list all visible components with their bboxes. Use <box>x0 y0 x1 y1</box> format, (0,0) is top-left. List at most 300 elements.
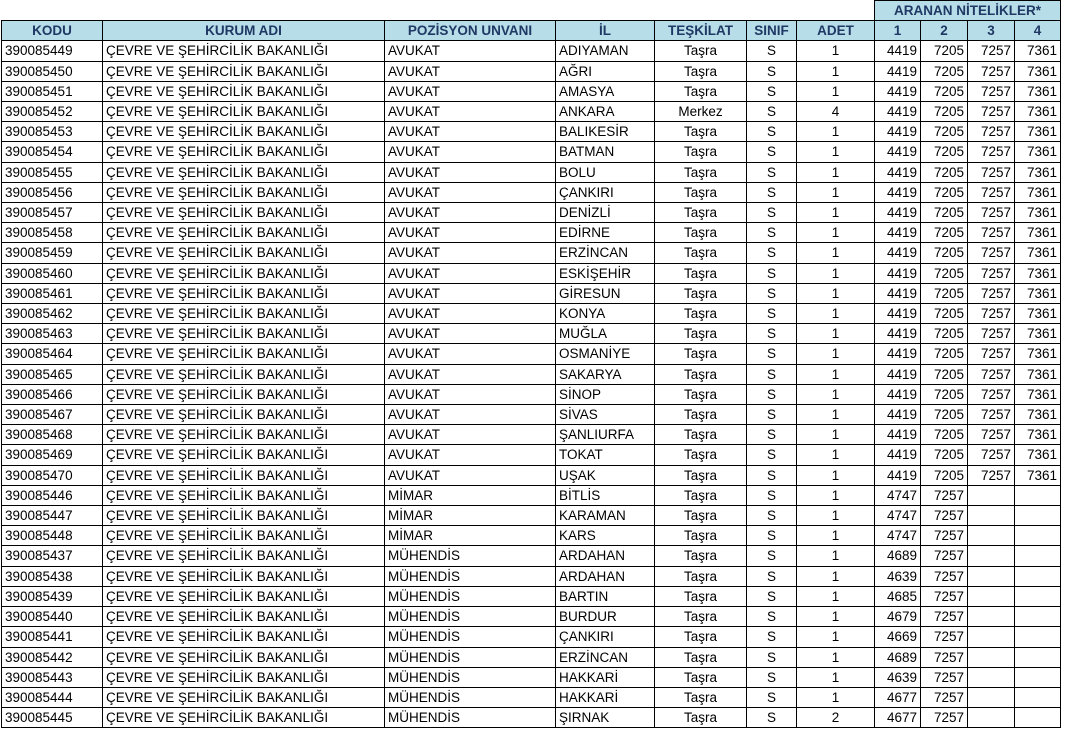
cell-nitelik-2: 7257 <box>921 647 968 667</box>
cell-nitelik-3: 7257 <box>968 364 1015 384</box>
cell-kodu: 390085449 <box>2 41 103 61</box>
cell-sinif: S <box>747 647 797 667</box>
cell-nitelik-3: 7257 <box>968 203 1015 223</box>
cell-kurum-adi: ÇEVRE VE ŞEHİRCİLİK BAKANLIĞI <box>103 182 385 202</box>
cell-pozisyon-unvani: AVUKAT <box>385 41 556 61</box>
cell-kodu: 390085443 <box>2 667 103 687</box>
cell-sinif: S <box>747 485 797 505</box>
cell-kurum-adi: ÇEVRE VE ŞEHİRCİLİK BAKANLIĞI <box>103 304 385 324</box>
cell-nitelik-4: 7361 <box>1015 283 1061 303</box>
table-row <box>2 344 1061 364</box>
aranan-nitelikler-header: ARANAN NİTELİKLER* <box>875 1 1061 21</box>
cell-pozisyon-unvani: MÜHENDİS <box>385 546 556 566</box>
cell-nitelik-1: 4419 <box>875 283 921 303</box>
cell-kodu: 390085444 <box>2 687 103 707</box>
cell-nitelik-2: 7205 <box>921 324 968 344</box>
cell-kurum-adi: ÇEVRE VE ŞEHİRCİLİK BAKANLIĞI <box>103 546 385 566</box>
col-header-nitelik-4: 4 <box>1015 21 1061 41</box>
cell-teskilat: Taşra <box>655 445 747 465</box>
cell-teskilat: Taşra <box>655 465 747 485</box>
table-row <box>2 102 1061 122</box>
cell-nitelik-4: 7361 <box>1015 384 1061 404</box>
cell-sinif: S <box>747 526 797 546</box>
table-row <box>2 465 1061 485</box>
cell-nitelik-2: 7205 <box>921 344 968 364</box>
cell-il: OSMANİYE <box>556 344 655 364</box>
cell-pozisyon-unvani: AVUKAT <box>385 142 556 162</box>
cell-pozisyon-unvani: AVUKAT <box>385 162 556 182</box>
table-row <box>2 687 1061 707</box>
cell-kodu: 390085464 <box>2 344 103 364</box>
cell-nitelik-3: 7257 <box>968 384 1015 404</box>
cell-nitelik-4: 7361 <box>1015 182 1061 202</box>
table-body <box>2 41 1061 728</box>
cell-nitelik-1: 4747 <box>875 485 921 505</box>
cell-nitelik-1: 4419 <box>875 223 921 243</box>
cell-nitelik-4 <box>1015 607 1061 627</box>
cell-sinif: S <box>747 384 797 404</box>
cell-sinif: S <box>747 122 797 142</box>
cell-kurum-adi: ÇEVRE VE ŞEHİRCİLİK BAKANLIĞI <box>103 263 385 283</box>
cell-nitelik-2: 7257 <box>921 485 968 505</box>
cell-pozisyon-unvani: MÜHENDİS <box>385 566 556 586</box>
cell-nitelik-2: 7205 <box>921 445 968 465</box>
table-row <box>2 263 1061 283</box>
cell-kodu: 390085452 <box>2 102 103 122</box>
cell-adet: 2 <box>797 708 875 728</box>
col-header-pozisyon-unvani: POZİSYON UNVANI <box>385 21 556 41</box>
cell-sinif: S <box>747 223 797 243</box>
cell-pozisyon-unvani: AVUKAT <box>385 344 556 364</box>
cell-pozisyon-unvani: AVUKAT <box>385 405 556 425</box>
cell-adet: 1 <box>797 425 875 445</box>
cell-nitelik-1: 4419 <box>875 445 921 465</box>
cell-teskilat: Taşra <box>655 627 747 647</box>
col-header-nitelik-2: 2 <box>921 21 968 41</box>
col-header-kodu: KODU <box>2 21 103 41</box>
cell-kurum-adi: ÇEVRE VE ŞEHİRCİLİK BAKANLIĞI <box>103 687 385 707</box>
cell-nitelik-2: 7205 <box>921 465 968 485</box>
cell-il: UŞAK <box>556 465 655 485</box>
cell-nitelik-2: 7257 <box>921 667 968 687</box>
cell-il: ARDAHAN <box>556 566 655 586</box>
cell-nitelik-1: 4639 <box>875 566 921 586</box>
cell-teskilat: Taşra <box>655 263 747 283</box>
cell-nitelik-4 <box>1015 485 1061 505</box>
cell-kodu: 390085447 <box>2 506 103 526</box>
cell-pozisyon-unvani: MÜHENDİS <box>385 586 556 606</box>
cell-nitelik-3: 7257 <box>968 122 1015 142</box>
cell-kodu: 390085445 <box>2 708 103 728</box>
cell-il: TOKAT <box>556 445 655 465</box>
cell-adet: 1 <box>797 566 875 586</box>
cell-kodu: 390085466 <box>2 384 103 404</box>
cell-nitelik-3 <box>968 485 1015 505</box>
cell-nitelik-3 <box>968 526 1015 546</box>
cell-nitelik-1: 4689 <box>875 546 921 566</box>
cell-pozisyon-unvani: MİMAR <box>385 506 556 526</box>
cell-nitelik-4: 7361 <box>1015 445 1061 465</box>
cell-adet: 1 <box>797 344 875 364</box>
cell-il: HAKKARİ <box>556 667 655 687</box>
cell-nitelik-1: 4419 <box>875 384 921 404</box>
table-row <box>2 425 1061 445</box>
cell-kurum-adi: ÇEVRE VE ŞEHİRCİLİK BAKANLIĞI <box>103 465 385 485</box>
cell-teskilat: Taşra <box>655 667 747 687</box>
cell-kodu: 390085458 <box>2 223 103 243</box>
cell-sinif: S <box>747 465 797 485</box>
cell-pozisyon-unvani: AVUKAT <box>385 304 556 324</box>
cell-adet: 1 <box>797 586 875 606</box>
cell-nitelik-1: 4419 <box>875 81 921 101</box>
cell-il: ERZİNCAN <box>556 647 655 667</box>
cell-nitelik-2: 7205 <box>921 41 968 61</box>
cell-nitelik-4: 7361 <box>1015 41 1061 61</box>
cell-kurum-adi: ÇEVRE VE ŞEHİRCİLİK BAKANLIĞI <box>103 344 385 364</box>
cell-nitelik-2: 7257 <box>921 546 968 566</box>
cell-nitelik-3: 7257 <box>968 425 1015 445</box>
cell-pozisyon-unvani: AVUKAT <box>385 324 556 344</box>
cell-kodu: 390085469 <box>2 445 103 465</box>
cell-kurum-adi: ÇEVRE VE ŞEHİRCİLİK BAKANLIĞI <box>103 243 385 263</box>
cell-sinif: S <box>747 546 797 566</box>
cell-nitelik-1: 4677 <box>875 687 921 707</box>
cell-sinif: S <box>747 203 797 223</box>
cell-kurum-adi: ÇEVRE VE ŞEHİRCİLİK BAKANLIĞI <box>103 667 385 687</box>
cell-sinif: S <box>747 405 797 425</box>
cell-il: ARDAHAN <box>556 546 655 566</box>
cell-il: KONYA <box>556 304 655 324</box>
group-header-row <box>2 1 1061 21</box>
cell-nitelik-4: 7361 <box>1015 324 1061 344</box>
table-row <box>2 162 1061 182</box>
table-row <box>2 364 1061 384</box>
cell-kurum-adi: ÇEVRE VE ŞEHİRCİLİK BAKANLIĞI <box>103 283 385 303</box>
cell-il: ANKARA <box>556 102 655 122</box>
cell-nitelik-1: 4419 <box>875 364 921 384</box>
cell-adet: 1 <box>797 203 875 223</box>
cell-nitelik-2: 7205 <box>921 203 968 223</box>
cell-nitelik-3: 7257 <box>968 344 1015 364</box>
cell-nitelik-3: 7257 <box>968 283 1015 303</box>
cell-il: AĞRI <box>556 61 655 81</box>
cell-teskilat: Taşra <box>655 324 747 344</box>
cell-teskilat: Taşra <box>655 344 747 364</box>
table-row <box>2 506 1061 526</box>
cell-kurum-adi: ÇEVRE VE ŞEHİRCİLİK BAKANLIĞI <box>103 485 385 505</box>
table-row <box>2 647 1061 667</box>
cell-nitelik-4: 7361 <box>1015 405 1061 425</box>
cell-kodu: 390085446 <box>2 485 103 505</box>
cell-nitelik-2: 7257 <box>921 526 968 546</box>
cell-nitelik-1: 4419 <box>875 203 921 223</box>
cell-teskilat: Taşra <box>655 122 747 142</box>
cell-adet: 1 <box>797 364 875 384</box>
cell-teskilat: Taşra <box>655 223 747 243</box>
cell-pozisyon-unvani: AVUKAT <box>385 81 556 101</box>
cell-nitelik-1: 4419 <box>875 182 921 202</box>
cell-nitelik-2: 7205 <box>921 304 968 324</box>
cell-nitelik-3: 7257 <box>968 142 1015 162</box>
cell-il: ADIYAMAN <box>556 41 655 61</box>
cell-adet: 1 <box>797 485 875 505</box>
cell-nitelik-3: 7257 <box>968 445 1015 465</box>
cell-kurum-adi: ÇEVRE VE ŞEHİRCİLİK BAKANLIĞI <box>103 122 385 142</box>
cell-teskilat: Taşra <box>655 304 747 324</box>
col-header-nitelik-3: 3 <box>968 21 1015 41</box>
cell-pozisyon-unvani: MİMAR <box>385 485 556 505</box>
table-row <box>2 566 1061 586</box>
cell-kurum-adi: ÇEVRE VE ŞEHİRCİLİK BAKANLIĞI <box>103 364 385 384</box>
table-row <box>2 61 1061 81</box>
table-row <box>2 384 1061 404</box>
table-row <box>2 405 1061 425</box>
cell-kurum-adi: ÇEVRE VE ŞEHİRCİLİK BAKANLIĞI <box>103 708 385 728</box>
cell-teskilat: Taşra <box>655 687 747 707</box>
cell-teskilat: Taşra <box>655 506 747 526</box>
table-row <box>2 324 1061 344</box>
cell-nitelik-4: 7361 <box>1015 61 1061 81</box>
cell-nitelik-1: 4419 <box>875 304 921 324</box>
cell-il: ESKİŞEHİR <box>556 263 655 283</box>
cell-nitelik-4: 7361 <box>1015 223 1061 243</box>
cell-nitelik-2: 7205 <box>921 81 968 101</box>
cell-nitelik-4: 7361 <box>1015 102 1061 122</box>
cell-nitelik-1: 4419 <box>875 162 921 182</box>
cell-adet: 1 <box>797 81 875 101</box>
cell-il: ÇANKIRI <box>556 627 655 647</box>
cell-teskilat: Taşra <box>655 405 747 425</box>
table-row <box>2 81 1061 101</box>
cell-pozisyon-unvani: AVUKAT <box>385 243 556 263</box>
cell-kurum-adi: ÇEVRE VE ŞEHİRCİLİK BAKANLIĞI <box>103 223 385 243</box>
cell-nitelik-4: 7361 <box>1015 425 1061 445</box>
cell-nitelik-1: 4419 <box>875 263 921 283</box>
cell-nitelik-3: 7257 <box>968 61 1015 81</box>
cell-adet: 1 <box>797 243 875 263</box>
col-header-teskilat: TEŞKİLAT <box>655 21 747 41</box>
table-row <box>2 667 1061 687</box>
cell-kodu: 390085463 <box>2 324 103 344</box>
cell-adet: 1 <box>797 304 875 324</box>
cell-sinif: S <box>747 304 797 324</box>
cell-il: BATMAN <box>556 142 655 162</box>
cell-kodu: 390085468 <box>2 425 103 445</box>
cell-nitelik-1: 4677 <box>875 708 921 728</box>
cell-pozisyon-unvani: MÜHENDİS <box>385 708 556 728</box>
cell-nitelik-4: 7361 <box>1015 243 1061 263</box>
cell-sinif: S <box>747 566 797 586</box>
col-header-kurum-adi: KURUM ADI <box>103 21 385 41</box>
cell-nitelik-1: 4669 <box>875 627 921 647</box>
cell-pozisyon-unvani: AVUKAT <box>385 122 556 142</box>
cell-kodu: 390085451 <box>2 81 103 101</box>
cell-nitelik-4: 7361 <box>1015 122 1061 142</box>
cell-nitelik-2: 7205 <box>921 364 968 384</box>
cell-kodu: 390085465 <box>2 364 103 384</box>
cell-sinif: S <box>747 445 797 465</box>
cell-il: GİRESUN <box>556 283 655 303</box>
cell-nitelik-2: 7257 <box>921 607 968 627</box>
cell-nitelik-4: 7361 <box>1015 304 1061 324</box>
cell-sinif: S <box>747 81 797 101</box>
cell-kodu: 390085440 <box>2 607 103 627</box>
cell-adet: 1 <box>797 667 875 687</box>
col-header-il: İL <box>556 21 655 41</box>
cell-nitelik-4: 7361 <box>1015 203 1061 223</box>
cell-nitelik-4 <box>1015 708 1061 728</box>
cell-adet: 1 <box>797 647 875 667</box>
cell-teskilat: Taşra <box>655 203 747 223</box>
cell-adet: 4 <box>797 102 875 122</box>
cell-adet: 1 <box>797 122 875 142</box>
cell-teskilat: Taşra <box>655 647 747 667</box>
cell-nitelik-1: 4419 <box>875 41 921 61</box>
cell-kurum-adi: ÇEVRE VE ŞEHİRCİLİK BAKANLIĞI <box>103 384 385 404</box>
cell-sinif: S <box>747 667 797 687</box>
cell-nitelik-2: 7205 <box>921 263 968 283</box>
cell-nitelik-1: 4639 <box>875 667 921 687</box>
cell-kodu: 390085453 <box>2 122 103 142</box>
cell-teskilat: Taşra <box>655 607 747 627</box>
cell-nitelik-2: 7205 <box>921 223 968 243</box>
cell-nitelik-4: 7361 <box>1015 81 1061 101</box>
cell-kurum-adi: ÇEVRE VE ŞEHİRCİLİK BAKANLIĞI <box>103 586 385 606</box>
table-row <box>2 586 1061 606</box>
cell-teskilat: Taşra <box>655 283 747 303</box>
cell-nitelik-1: 4419 <box>875 142 921 162</box>
cell-nitelik-3: 7257 <box>968 324 1015 344</box>
cell-kurum-adi: ÇEVRE VE ŞEHİRCİLİK BAKANLIĞI <box>103 324 385 344</box>
cell-nitelik-2: 7205 <box>921 384 968 404</box>
cell-pozisyon-unvani: AVUKAT <box>385 263 556 283</box>
cell-nitelik-2: 7205 <box>921 142 968 162</box>
cell-kodu: 390085454 <box>2 142 103 162</box>
cell-sinif: S <box>747 41 797 61</box>
cell-teskilat: Taşra <box>655 566 747 586</box>
cell-nitelik-3: 7257 <box>968 263 1015 283</box>
cell-kurum-adi: ÇEVRE VE ŞEHİRCİLİK BAKANLIĞI <box>103 405 385 425</box>
table-row <box>2 607 1061 627</box>
cell-il: MUĞLA <box>556 324 655 344</box>
cell-sinif: S <box>747 142 797 162</box>
cell-nitelik-2: 7205 <box>921 61 968 81</box>
cell-nitelik-1: 4685 <box>875 586 921 606</box>
cell-il: KARS <box>556 526 655 546</box>
column-header-row <box>2 21 1061 41</box>
cell-nitelik-1: 4419 <box>875 465 921 485</box>
cell-adet: 1 <box>797 627 875 647</box>
cell-nitelik-4: 7361 <box>1015 142 1061 162</box>
cell-kodu: 390085467 <box>2 405 103 425</box>
cell-nitelik-1: 4419 <box>875 425 921 445</box>
cell-teskilat: Taşra <box>655 546 747 566</box>
cell-sinif: S <box>747 263 797 283</box>
cell-kurum-adi: ÇEVRE VE ŞEHİRCİLİK BAKANLIĞI <box>103 647 385 667</box>
cell-teskilat: Taşra <box>655 526 747 546</box>
cell-nitelik-2: 7205 <box>921 162 968 182</box>
cell-pozisyon-unvani: AVUKAT <box>385 223 556 243</box>
cell-sinif: S <box>747 425 797 445</box>
cell-pozisyon-unvani: MÜHENDİS <box>385 627 556 647</box>
cell-adet: 1 <box>797 506 875 526</box>
cell-nitelik-1: 4747 <box>875 506 921 526</box>
cell-il: DENİZLİ <box>556 203 655 223</box>
cell-kurum-adi: ÇEVRE VE ŞEHİRCİLİK BAKANLIĞI <box>103 102 385 122</box>
cell-pozisyon-unvani: MÜHENDİS <box>385 607 556 627</box>
cell-teskilat: Taşra <box>655 182 747 202</box>
cell-il: SİVAS <box>556 405 655 425</box>
cell-kodu: 390085459 <box>2 243 103 263</box>
cell-pozisyon-unvani: MÜHENDİS <box>385 687 556 707</box>
cell-pozisyon-unvani: AVUKAT <box>385 364 556 384</box>
cell-nitelik-4 <box>1015 546 1061 566</box>
cell-kurum-adi: ÇEVRE VE ŞEHİRCİLİK BAKANLIĞI <box>103 81 385 101</box>
cell-nitelik-1: 4419 <box>875 405 921 425</box>
cell-kurum-adi: ÇEVRE VE ŞEHİRCİLİK BAKANLIĞI <box>103 203 385 223</box>
col-header-sinif: SINIF <box>747 21 797 41</box>
cell-kodu: 390085470 <box>2 465 103 485</box>
cell-kodu: 390085442 <box>2 647 103 667</box>
cell-adet: 1 <box>797 405 875 425</box>
table-row <box>2 526 1061 546</box>
cell-kodu: 390085457 <box>2 203 103 223</box>
cell-nitelik-4 <box>1015 647 1061 667</box>
cell-sinif: S <box>747 283 797 303</box>
cell-il: ŞIRNAK <box>556 708 655 728</box>
cell-kurum-adi: ÇEVRE VE ŞEHİRCİLİK BAKANLIĞI <box>103 425 385 445</box>
cell-pozisyon-unvani: MÜHENDİS <box>385 667 556 687</box>
cell-adet: 1 <box>797 546 875 566</box>
cell-il: AMASYA <box>556 81 655 101</box>
cell-kurum-adi: ÇEVRE VE ŞEHİRCİLİK BAKANLIĞI <box>103 526 385 546</box>
cell-nitelik-4: 7361 <box>1015 364 1061 384</box>
cell-nitelik-1: 4689 <box>875 647 921 667</box>
cell-kodu: 390085461 <box>2 283 103 303</box>
cell-sinif: S <box>747 61 797 81</box>
table-row <box>2 485 1061 505</box>
cell-nitelik-3: 7257 <box>968 243 1015 263</box>
cell-adet: 1 <box>797 324 875 344</box>
cell-adet: 1 <box>797 223 875 243</box>
cell-nitelik-3 <box>968 647 1015 667</box>
table-row <box>2 708 1061 728</box>
cell-adet: 1 <box>797 283 875 303</box>
table-row <box>2 203 1061 223</box>
cell-kodu: 390085460 <box>2 263 103 283</box>
cell-nitelik-3: 7257 <box>968 223 1015 243</box>
cell-nitelik-2: 7205 <box>921 405 968 425</box>
cell-kodu: 390085448 <box>2 526 103 546</box>
cell-sinif: S <box>747 243 797 263</box>
cell-pozisyon-unvani: AVUKAT <box>385 384 556 404</box>
cell-nitelik-3: 7257 <box>968 405 1015 425</box>
cell-pozisyon-unvani: AVUKAT <box>385 61 556 81</box>
cell-kurum-adi: ÇEVRE VE ŞEHİRCİLİK BAKANLIĞI <box>103 506 385 526</box>
cell-il: HAKKARİ <box>556 687 655 707</box>
cell-pozisyon-unvani: AVUKAT <box>385 465 556 485</box>
cell-nitelik-4 <box>1015 627 1061 647</box>
cell-nitelik-3 <box>968 607 1015 627</box>
cell-nitelik-3: 7257 <box>968 102 1015 122</box>
cell-kodu: 390085439 <box>2 586 103 606</box>
cell-nitelik-1: 4419 <box>875 122 921 142</box>
cell-nitelik-4 <box>1015 506 1061 526</box>
col-header-nitelik-1: 1 <box>875 21 921 41</box>
cell-pozisyon-unvani: MİMAR <box>385 526 556 546</box>
table-row <box>2 122 1061 142</box>
cell-teskilat: Taşra <box>655 364 747 384</box>
